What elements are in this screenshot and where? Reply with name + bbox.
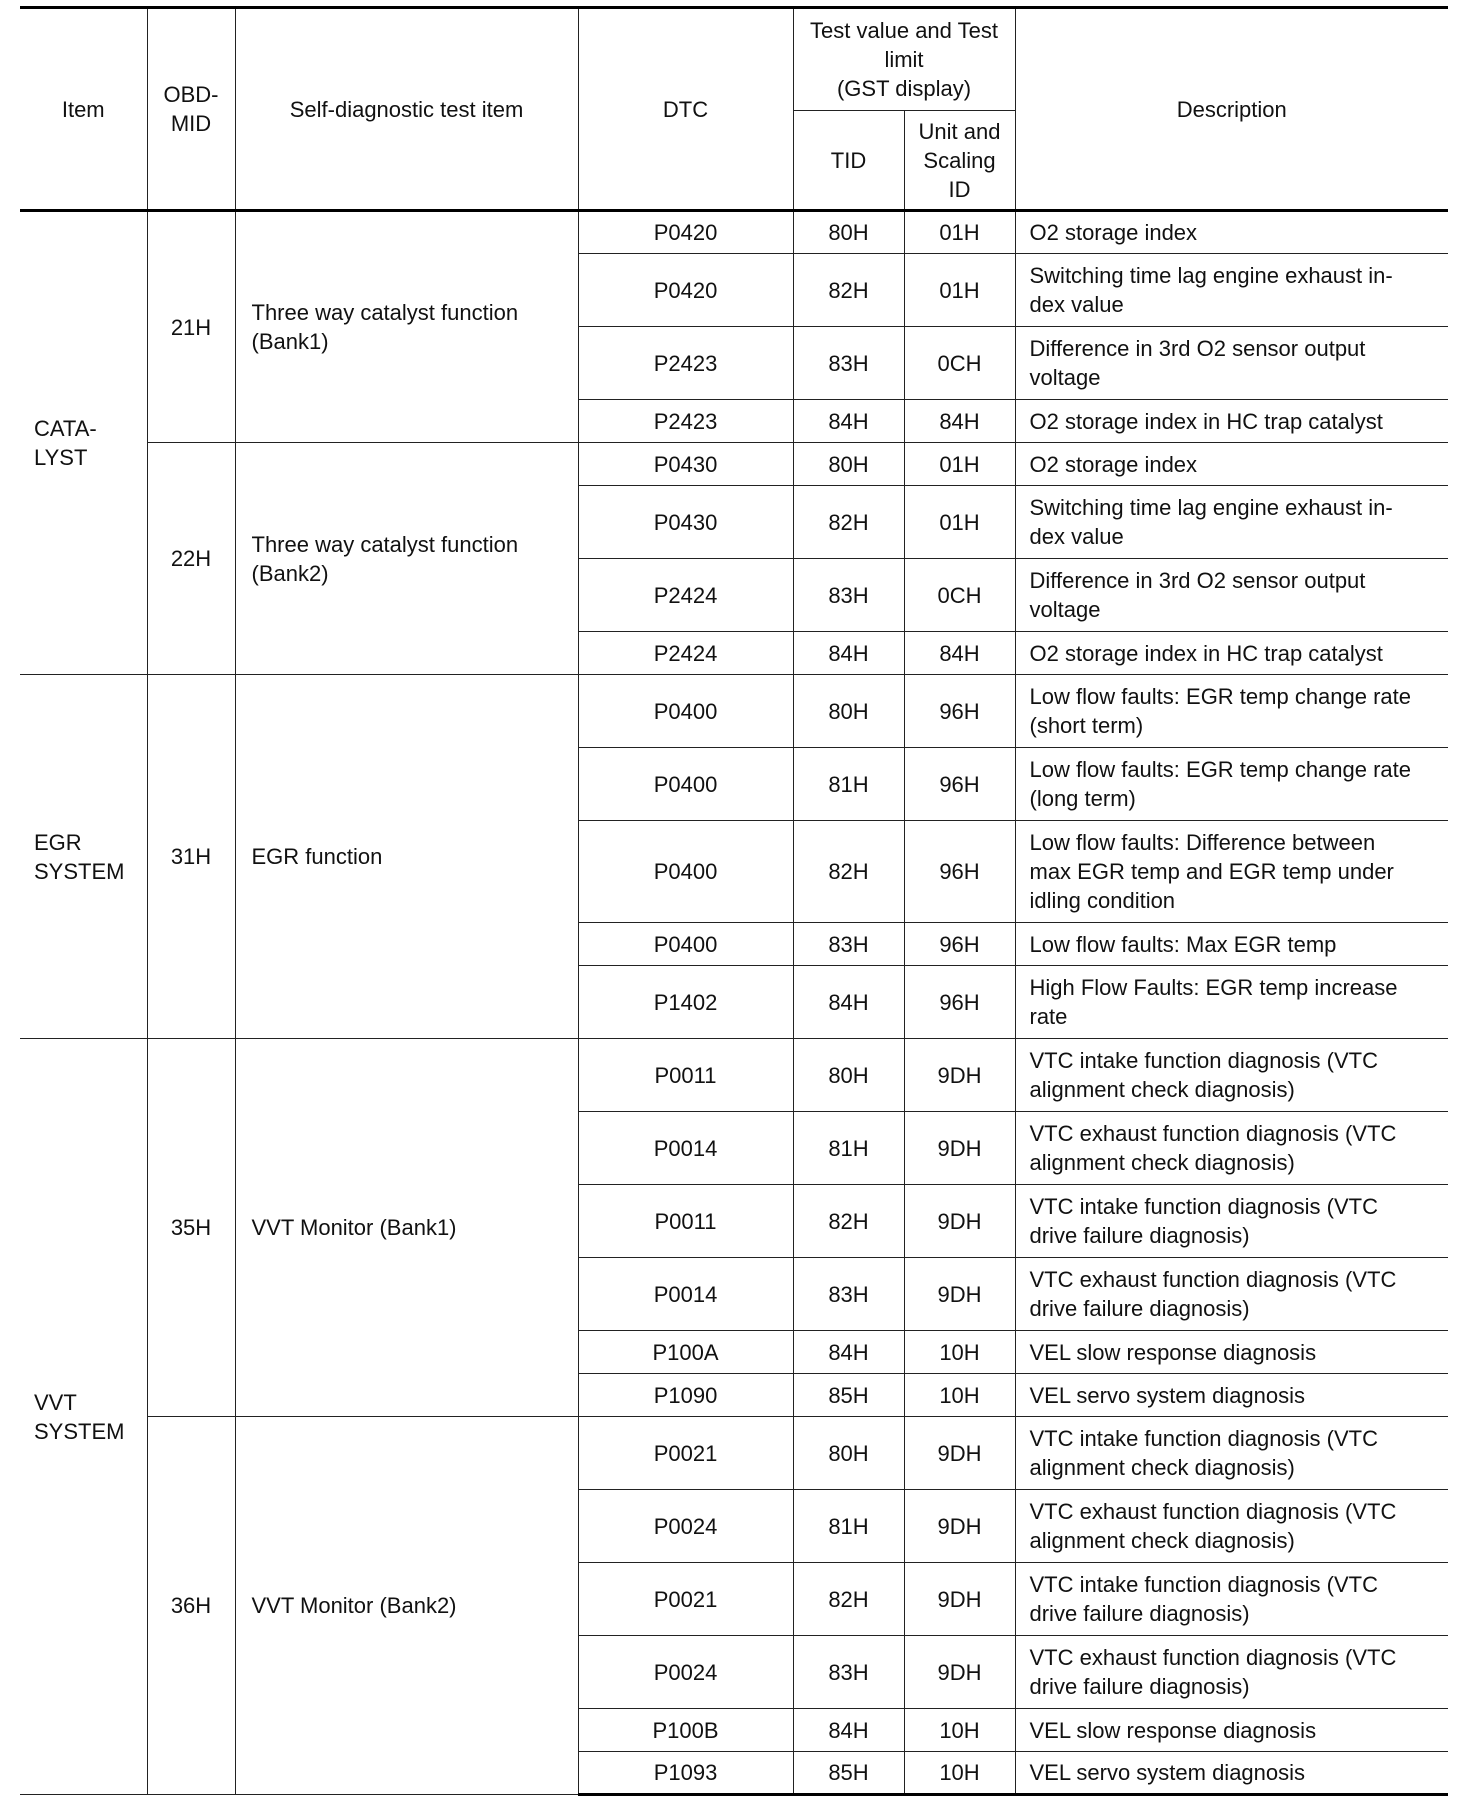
tid-cell: 80H xyxy=(793,1039,904,1112)
description-cell: VTC exhaust function diagnosis (VTC drive failure diagnosis) xyxy=(1015,1258,1448,1331)
dtc-cell: P0400 xyxy=(578,923,793,966)
unit-scaling-id-cell: 0CH xyxy=(904,327,1015,400)
tid-cell: 81H xyxy=(793,1490,904,1563)
tid-cell: 83H xyxy=(793,1258,904,1331)
tid-cell: 82H xyxy=(793,254,904,327)
tid-cell: 82H xyxy=(793,1563,904,1636)
description-cell: VEL servo system diagnosis xyxy=(1015,1752,1448,1795)
obd-mid-cell: 21H xyxy=(147,211,235,443)
obd-mid-cell: 31H xyxy=(147,675,235,1039)
dtc-cell: P0430 xyxy=(578,486,793,559)
dtc-cell: P100B xyxy=(578,1709,793,1752)
description-cell: Low flow faults: EGR temp change rate (short term) xyxy=(1015,675,1448,748)
description-cell: Switching time lag engine exhaust in- dex value xyxy=(1015,254,1448,327)
header-dtc: DTC xyxy=(578,8,793,211)
description-cell: VTC exhaust function diagnosis (VTC alignment check diagnosis) xyxy=(1015,1490,1448,1563)
tid-cell: 83H xyxy=(793,327,904,400)
dtc-cell: P2423 xyxy=(578,327,793,400)
dtc-cell: P0024 xyxy=(578,1490,793,1563)
tid-cell: 84H xyxy=(793,1709,904,1752)
description-cell: VEL slow response diagnosis xyxy=(1015,1709,1448,1752)
unit-scaling-id-cell: 84H xyxy=(904,632,1015,675)
tid-cell: 82H xyxy=(793,1185,904,1258)
dtc-cell: P0011 xyxy=(578,1039,793,1112)
description-cell: VEL slow response diagnosis xyxy=(1015,1331,1448,1374)
table-row xyxy=(20,443,1448,486)
unit-scaling-id-cell: 10H xyxy=(904,1752,1015,1795)
description-cell: Difference in 3rd O2 sensor output voltage xyxy=(1015,327,1448,400)
tid-cell: 81H xyxy=(793,748,904,821)
obd-mid-cell: 36H xyxy=(147,1417,235,1795)
dtc-cell: P2424 xyxy=(578,559,793,632)
unit-scaling-id-cell: 9DH xyxy=(904,1490,1015,1563)
tid-cell: 80H xyxy=(793,443,904,486)
obd-mid-cell: 22H xyxy=(147,443,235,675)
item-cell: VVT SYSTEM xyxy=(20,1039,147,1795)
tid-cell: 80H xyxy=(793,211,904,254)
dtc-cell: P1093 xyxy=(578,1752,793,1795)
dtc-cell: P0021 xyxy=(578,1417,793,1490)
dtc-cell: P0420 xyxy=(578,211,793,254)
unit-scaling-id-cell: 96H xyxy=(904,675,1015,748)
dtc-cell: P0024 xyxy=(578,1636,793,1709)
tid-cell: 83H xyxy=(793,559,904,632)
table-body xyxy=(20,211,1448,1795)
description-cell: Low flow faults: EGR temp change rate (long term) xyxy=(1015,748,1448,821)
dtc-cell: P0011 xyxy=(578,1185,793,1258)
unit-scaling-id-cell: 01H xyxy=(904,486,1015,559)
dtc-cell: P0430 xyxy=(578,443,793,486)
tid-cell: 84H xyxy=(793,1331,904,1374)
tid-cell: 82H xyxy=(793,486,904,559)
description-cell: O2 storage index in HC trap catalyst xyxy=(1015,632,1448,675)
description-cell: VTC exhaust function diagnosis (VTC alignment check diagnosis) xyxy=(1015,1112,1448,1185)
tid-cell: 85H xyxy=(793,1752,904,1795)
table-row xyxy=(20,675,1448,748)
tid-cell: 80H xyxy=(793,1417,904,1490)
unit-scaling-id-cell: 01H xyxy=(904,211,1015,254)
unit-scaling-id-cell: 10H xyxy=(904,1709,1015,1752)
dtc-cell: P0400 xyxy=(578,821,793,923)
unit-scaling-id-cell: 10H xyxy=(904,1374,1015,1417)
description-cell: O2 storage index xyxy=(1015,211,1448,254)
unit-scaling-id-cell: 9DH xyxy=(904,1636,1015,1709)
description-cell: VTC intake function diagnosis (VTC drive failure diagnosis) xyxy=(1015,1563,1448,1636)
unit-scaling-id-cell: 9DH xyxy=(904,1112,1015,1185)
unit-scaling-id-cell: 96H xyxy=(904,821,1015,923)
tid-cell: 83H xyxy=(793,923,904,966)
dtc-cell: P0400 xyxy=(578,675,793,748)
table-row xyxy=(20,211,1448,254)
unit-scaling-id-cell: 9DH xyxy=(904,1417,1015,1490)
header-item: Item xyxy=(20,8,147,211)
obd-test-table-container xyxy=(20,6,1448,1796)
unit-scaling-id-cell: 01H xyxy=(904,443,1015,486)
header-unit-scaling-id: Unit and Scaling ID xyxy=(904,111,1015,211)
test-item-cell: Three way catalyst function (Bank2) xyxy=(235,443,578,675)
dtc-cell: P2424 xyxy=(578,632,793,675)
unit-scaling-id-cell: 0CH xyxy=(904,559,1015,632)
header-tid: TID xyxy=(793,111,904,211)
test-item-cell: Three way catalyst function (Bank1) xyxy=(235,211,578,443)
unit-scaling-id-cell: 9DH xyxy=(904,1258,1015,1331)
dtc-cell: P100A xyxy=(578,1331,793,1374)
obd-mid-cell: 35H xyxy=(147,1039,235,1417)
dtc-cell: P1402 xyxy=(578,966,793,1039)
description-cell: Low flow faults: Max EGR temp xyxy=(1015,923,1448,966)
description-cell: High Flow Faults: EGR temp increase rate xyxy=(1015,966,1448,1039)
dtc-cell: P2423 xyxy=(578,400,793,443)
unit-scaling-id-cell: 96H xyxy=(904,966,1015,1039)
unit-scaling-id-cell: 9DH xyxy=(904,1039,1015,1112)
table-header xyxy=(20,8,1448,211)
test-item-cell: VVT Monitor (Bank1) xyxy=(235,1039,578,1417)
unit-scaling-id-cell: 96H xyxy=(904,748,1015,821)
test-item-cell: EGR function xyxy=(235,675,578,1039)
header-description: Description xyxy=(1015,8,1448,211)
description-cell: VTC intake function diagnosis (VTC alignment check diagnosis) xyxy=(1015,1039,1448,1112)
tid-cell: 84H xyxy=(793,632,904,675)
unit-scaling-id-cell: 9DH xyxy=(904,1563,1015,1636)
dtc-cell: P0014 xyxy=(578,1112,793,1185)
unit-scaling-id-cell: 10H xyxy=(904,1331,1015,1374)
unit-scaling-id-cell: 84H xyxy=(904,400,1015,443)
unit-scaling-id-cell: 96H xyxy=(904,923,1015,966)
obd-test-table xyxy=(20,6,1448,1796)
table-row xyxy=(20,1417,1448,1490)
description-cell: O2 storage index in HC trap catalyst xyxy=(1015,400,1448,443)
tid-cell: 82H xyxy=(793,821,904,923)
tid-cell: 84H xyxy=(793,966,904,1039)
item-cell: EGR SYSTEM xyxy=(20,675,147,1039)
dtc-cell: P0021 xyxy=(578,1563,793,1636)
dtc-cell: P0400 xyxy=(578,748,793,821)
tid-cell: 81H xyxy=(793,1112,904,1185)
tid-cell: 84H xyxy=(793,400,904,443)
description-cell: VEL servo system diagnosis xyxy=(1015,1374,1448,1417)
test-item-cell: VVT Monitor (Bank2) xyxy=(235,1417,578,1795)
description-cell: VTC exhaust function diagnosis (VTC drive failure diagnosis) xyxy=(1015,1636,1448,1709)
dtc-cell: P1090 xyxy=(578,1374,793,1417)
description-cell: O2 storage index xyxy=(1015,443,1448,486)
unit-scaling-id-cell: 01H xyxy=(904,254,1015,327)
header-test-value-group: Test value and Test limit (GST display) xyxy=(793,8,1015,111)
tid-cell: 85H xyxy=(793,1374,904,1417)
dtc-cell: P0014 xyxy=(578,1258,793,1331)
dtc-cell: P0420 xyxy=(578,254,793,327)
description-cell: VTC intake function diagnosis (VTC alignment check diagnosis) xyxy=(1015,1417,1448,1490)
table-row xyxy=(20,1039,1448,1112)
description-cell: Low flow faults: Difference between max EGR temp and EGR temp under idling condition xyxy=(1015,821,1448,923)
description-cell: Switching time lag engine exhaust in- dex value xyxy=(1015,486,1448,559)
tid-cell: 83H xyxy=(793,1636,904,1709)
header-test-item: Self-diagnostic test item xyxy=(235,8,578,211)
header-obd-mid: OBD- MID xyxy=(147,8,235,211)
description-cell: Difference in 3rd O2 sensor output voltage xyxy=(1015,559,1448,632)
unit-scaling-id-cell: 9DH xyxy=(904,1185,1015,1258)
tid-cell: 80H xyxy=(793,675,904,748)
item-cell: CATA- LYST xyxy=(20,211,147,675)
description-cell: VTC intake function diagnosis (VTC drive failure diagnosis) xyxy=(1015,1185,1448,1258)
